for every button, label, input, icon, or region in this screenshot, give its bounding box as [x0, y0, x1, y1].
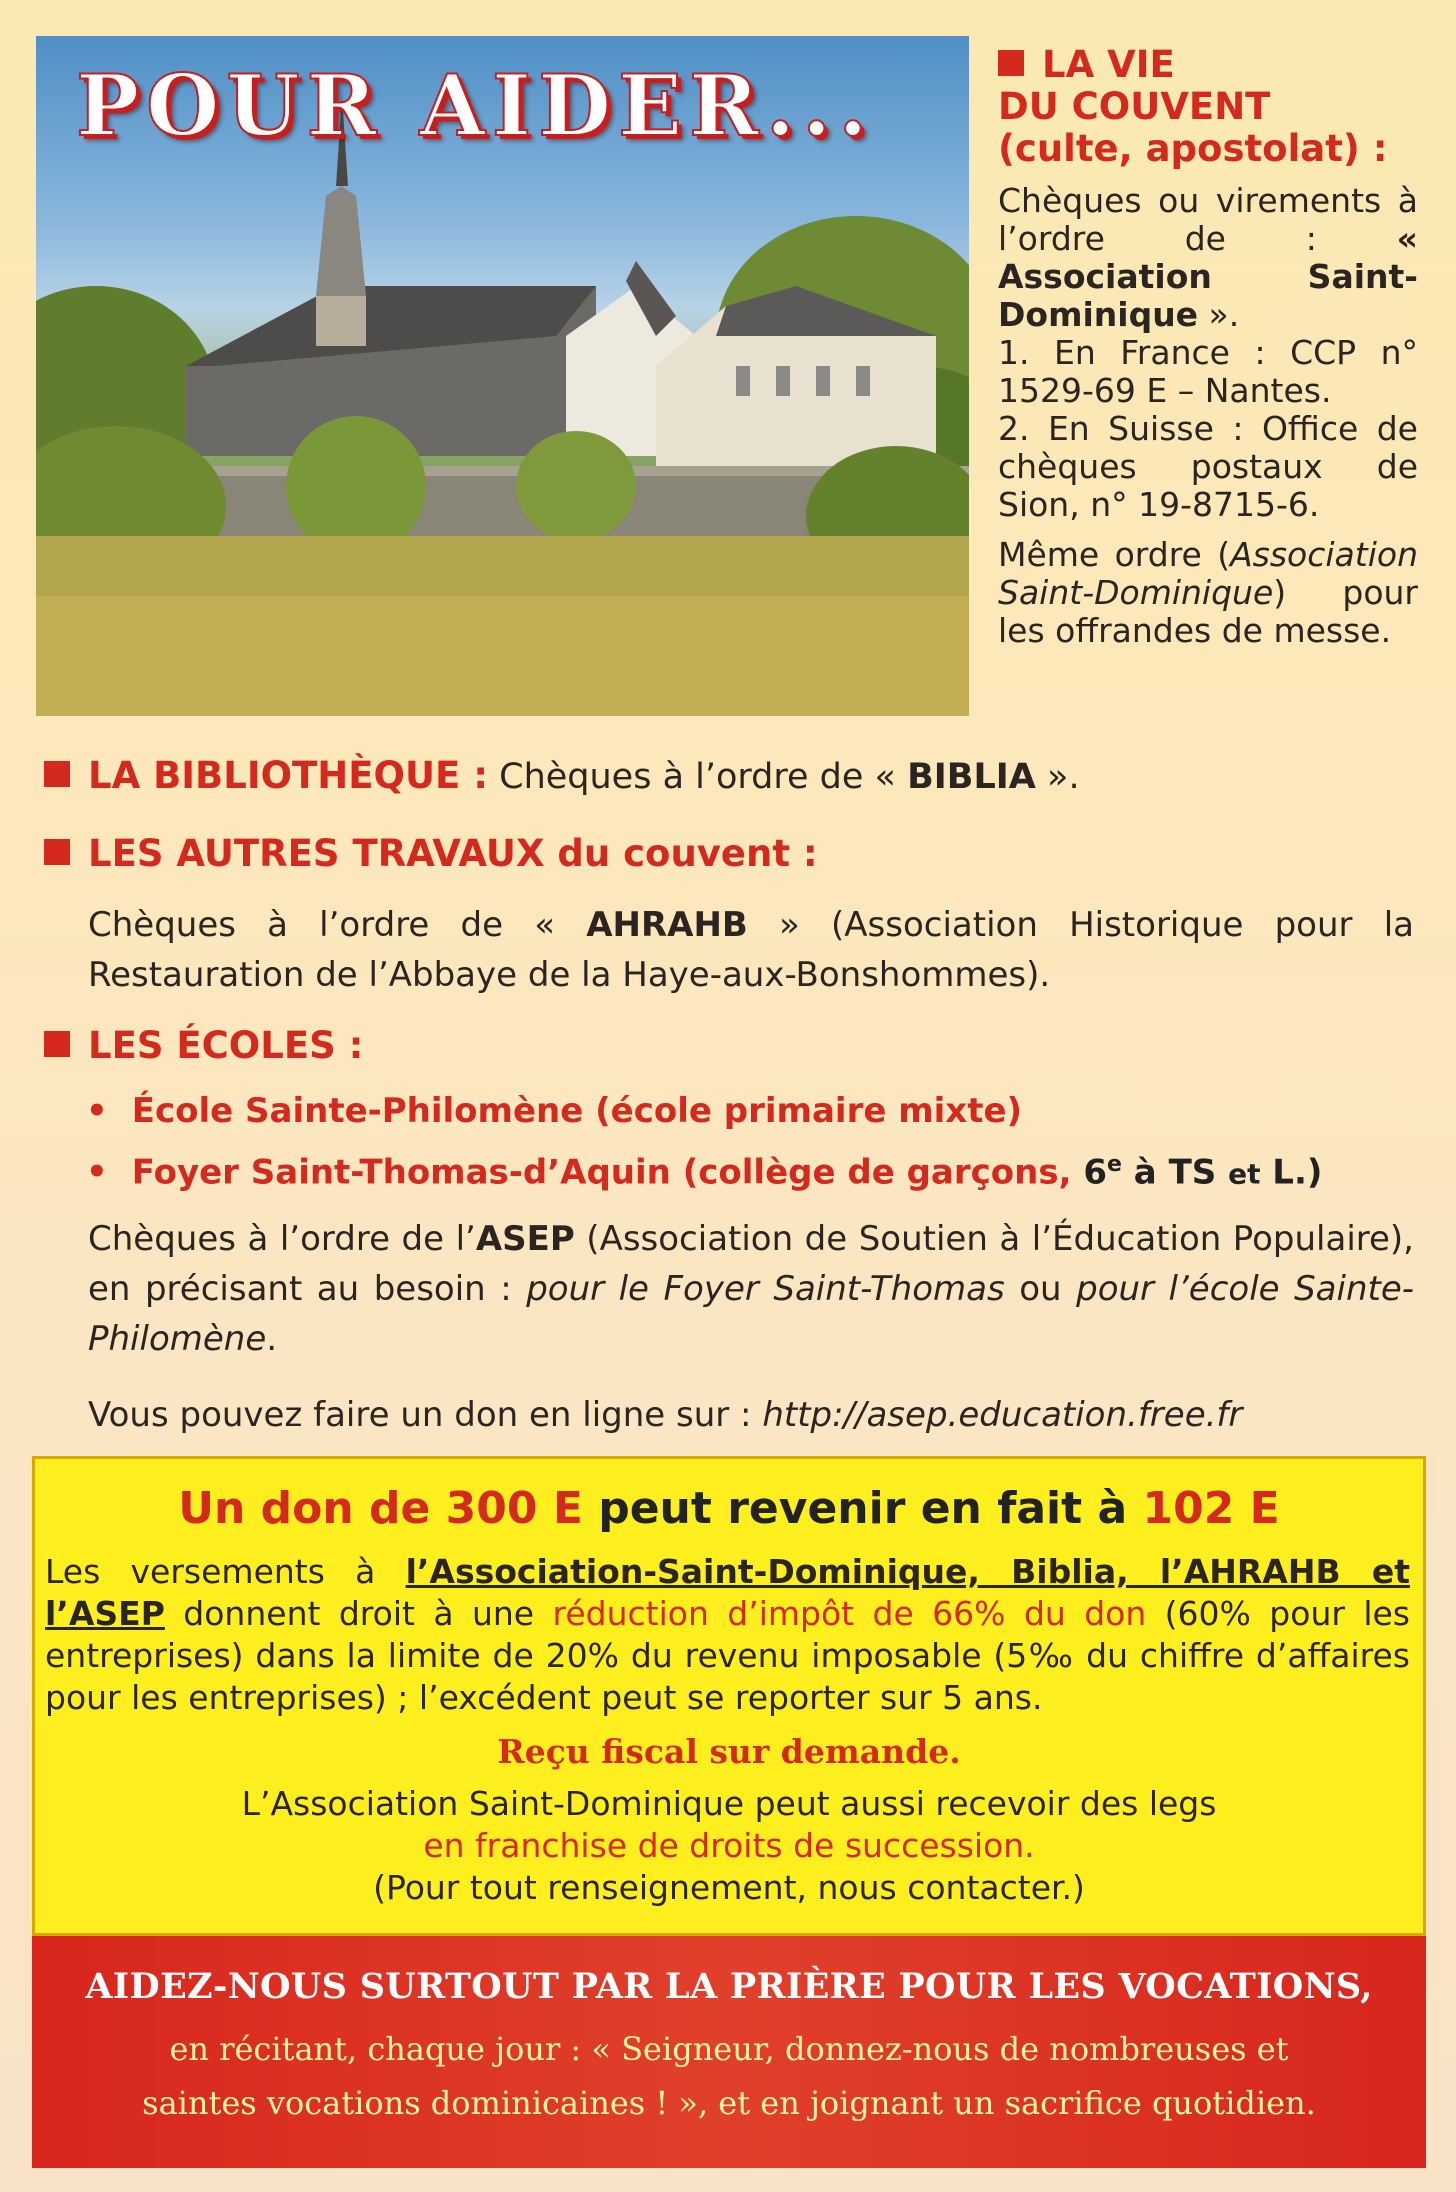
priere-line-1: en récitant, chaque jour : « Seigneur, donnez-nous de nombreuses et	[169, 2030, 1289, 2068]
bullet-dot-icon: •	[86, 1152, 108, 1193]
list-item	[86, 1084, 1322, 1138]
travaux-text-b: » (Association Historique pour la Restauration de l’Abbaye de la Haye-aux-Bonshommes).	[88, 905, 1414, 995]
ecoles-list	[86, 1084, 1322, 1201]
red-square-bullet-icon	[44, 1031, 70, 1057]
red-square-bullet-icon	[998, 50, 1024, 76]
travaux-heading: LES AUTRES TRAVAUX	[88, 832, 545, 875]
ecoles-heading-line	[44, 1024, 1414, 1069]
don-title-b: peut revenir en fait à	[582, 1483, 1143, 1534]
offrandes-italic: Association Saint-Dominique	[998, 535, 1418, 612]
asep-text-a: Chèques à l’ordre de l’	[88, 1219, 476, 1259]
ecole-philomene: École Sainte-Philomène (école primaire mixte)	[131, 1091, 1023, 1131]
don-text-b: donnent droit à une	[164, 1594, 553, 1633]
heading-line-1: LA VIE	[1042, 43, 1175, 86]
don-en-ligne-text: Vous pouvez faire un don en ligne sur :	[88, 1395, 763, 1435]
offrandes-a: Même ordre (	[998, 535, 1231, 574]
red-square-bullet-icon	[44, 839, 70, 865]
bullet-dot-icon: •	[86, 1091, 108, 1131]
association-name: « Association Saint-Dominique	[998, 219, 1418, 334]
list-item	[86, 1138, 1322, 1201]
association-name-end: ».	[1198, 295, 1240, 334]
page-title: POUR AIDER...	[76, 56, 875, 155]
priere-text	[32, 2022, 1426, 2130]
vie-couvent-offrandes	[998, 536, 1418, 650]
don-amount: Un don de 300 E	[178, 1483, 583, 1534]
ccp-suisse: 2. En Suisse : Office de chèques postaux de Sion, n° 19-8715-6.	[998, 409, 1418, 524]
red-square-bullet-icon	[44, 761, 70, 787]
ecoles-text	[88, 1214, 1414, 1364]
don-reduction: réduction d’impôt de 66% du don	[552, 1594, 1147, 1633]
bibliotheque-text-b: ».	[1035, 757, 1080, 797]
asep-url-link[interactable]: http://asep.education.free.fr	[762, 1395, 1243, 1435]
legs-line-3: (Pour tout renseignement, nous contacter.)	[373, 1868, 1085, 1907]
vie-couvent-payment	[998, 182, 1418, 524]
asep-text-d: .	[266, 1319, 278, 1359]
priere-line-2: saintes vocations dominicaines ! », et en joignant un sacrifice quotidien.	[142, 2084, 1316, 2122]
legs-line-1: L’Association Saint-Dominique peut aussi recevoir des legs	[241, 1784, 1217, 1823]
bibliotheque-text-a: Chèques à l’ordre de «	[488, 757, 908, 797]
payment-intro: Chèques ou virements à l’ordre de :	[998, 181, 1418, 258]
don-en-ligne	[88, 1390, 1414, 1440]
bibliotheque-heading: LA BIBLIOTHÈQUE :	[88, 754, 488, 797]
foyer-et: et	[1228, 1157, 1261, 1191]
ecoles-heading: LES ÉCOLES :	[88, 1024, 364, 1067]
don-text-c: (60% pour les entreprises) dans la limite de 20% du revenu imposable (5‰ du chiffre d’affaires pour les entreprises) ; l’excédent peut se reporter sur 5 ans.	[45, 1594, 1410, 1717]
asep-ecole: pour l’école Sainte-Philomène	[88, 1269, 1415, 1359]
asep-text-c: ou	[1004, 1269, 1077, 1309]
offrandes-b: ) pour les offrandes de messe.	[998, 573, 1418, 650]
travaux-heading-b: du couvent :	[544, 832, 818, 875]
travaux-text-a: Chèques à l’ordre de «	[88, 905, 587, 945]
asep-name: ASEP	[475, 1219, 575, 1259]
legs-line-2: en franchise de droits de succession.	[423, 1826, 1035, 1865]
don-orgs: l’Association-Saint-Dominique, Biblia, l’AHRAHB et l’ASEP	[45, 1552, 1410, 1633]
tax-reduction-box	[32, 1456, 1426, 1936]
foyer-grade-sup: e	[1107, 1152, 1122, 1177]
priere-title: AIDEZ-NOUS SURTOUT PAR LA PRIÈRE POUR LES VOCATIONS,	[85, 1966, 1373, 2007]
convent-photo	[36, 36, 969, 716]
don-net-amount: 102 E	[1142, 1483, 1280, 1534]
heading-line-3: (culte, apostolat) :	[998, 127, 1388, 170]
don-text-a: Les versements à	[45, 1552, 406, 1591]
vie-couvent-heading	[998, 44, 1418, 170]
ahrahb-name: AHRAHB	[586, 905, 748, 945]
bibliotheque-section	[44, 754, 1414, 799]
heading-line-2: DU COUVENT	[998, 85, 1271, 128]
don-title	[35, 1483, 1423, 1534]
priere-band	[32, 1936, 1426, 2168]
don-text	[45, 1551, 1410, 1719]
travaux-heading-line	[44, 832, 1414, 877]
biblia-name: BIBLIA	[907, 757, 1036, 797]
foyer-grade-c: L.)	[1260, 1152, 1323, 1193]
foyer-thomas: Foyer Saint-Thomas-d’Aquin (collège de garçons,	[131, 1152, 1084, 1193]
travaux-text	[88, 900, 1414, 1000]
asep-foyer: pour le Foyer Saint-Thomas	[526, 1269, 1005, 1309]
foyer-grade-b: à TS	[1121, 1152, 1229, 1193]
vie-couvent-section	[998, 44, 1418, 662]
asep-text-b: (Association de Soutien à l’Éducation Populaire), en précisant au besoin :	[88, 1219, 1414, 1309]
recu-fiscal: Reçu fiscal sur demande.	[497, 1732, 961, 1771]
ccp-france: 1. En France : CCP n° 1529-69 E – Nantes.	[998, 333, 1418, 410]
foyer-grade: 6	[1083, 1152, 1108, 1193]
